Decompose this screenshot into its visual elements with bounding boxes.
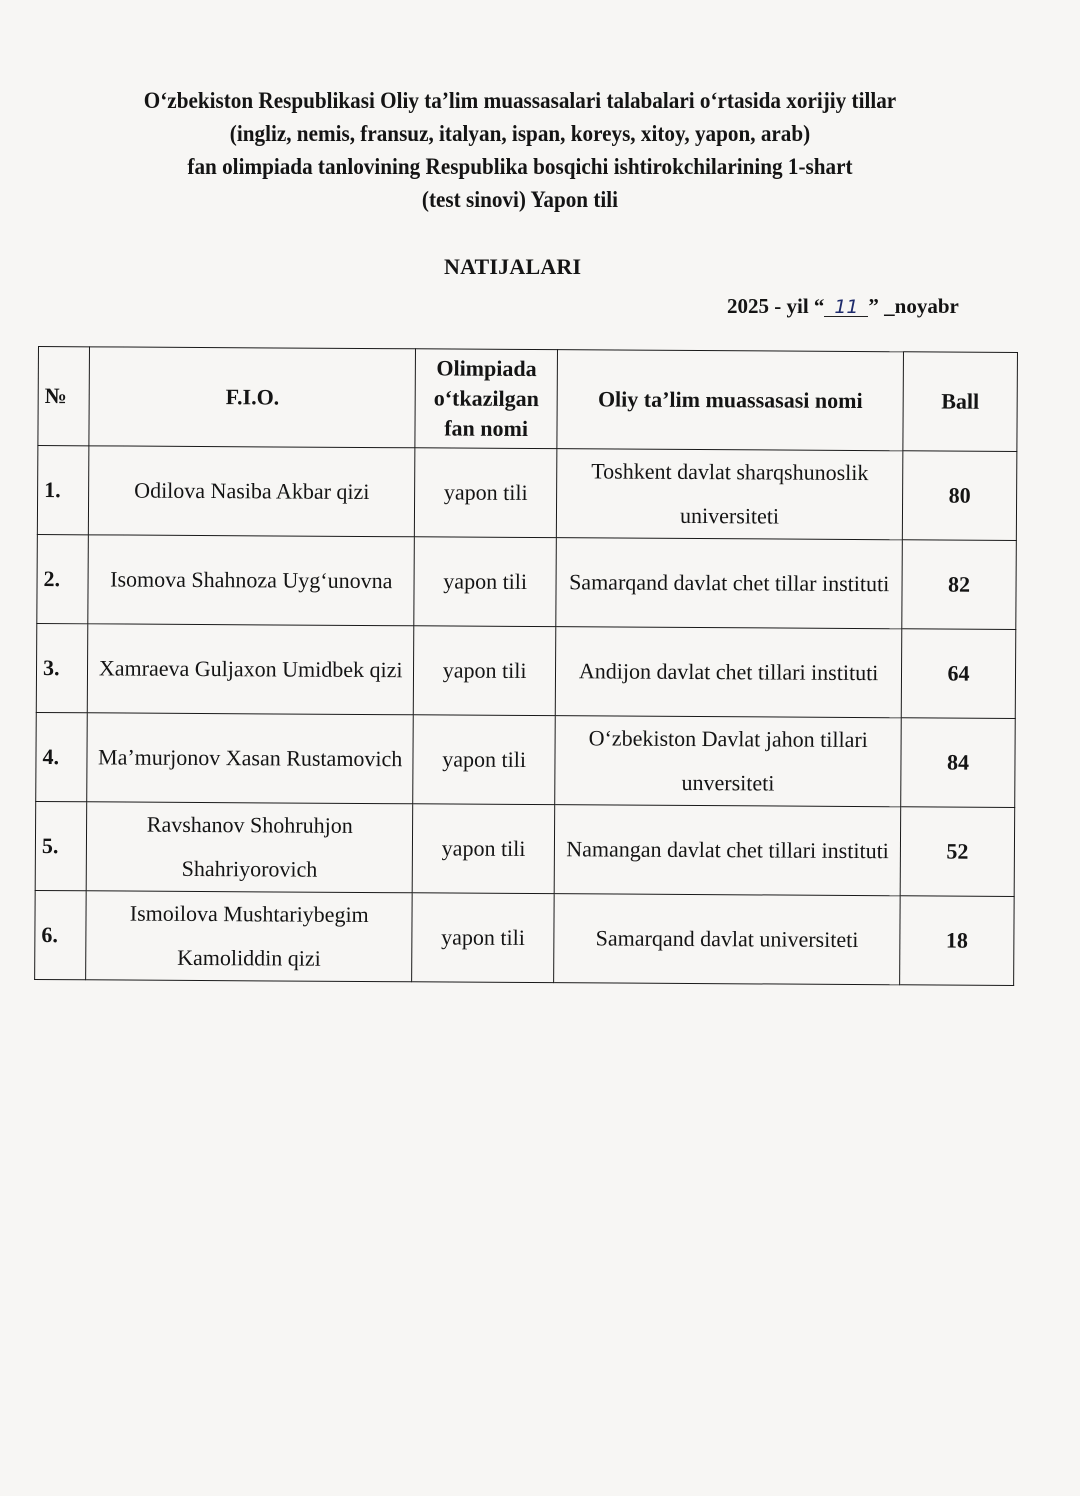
row-subject: yapon tili [414, 537, 557, 627]
date-month: ” _noyabr [868, 294, 959, 318]
row-subject: yapon tili [412, 893, 555, 983]
header-subject: Olimpiada o‘tkazilgan fan nomi [415, 349, 558, 449]
row-fio: Isomova Shahnoza Uyg‘unovna [88, 535, 414, 626]
row-fio: Xamraeva Guljaxon Umidbek qizi [88, 624, 414, 715]
row-score: 80 [902, 451, 1017, 541]
row-number: 5. [35, 801, 87, 890]
results-heading: NATIJALARI [444, 254, 582, 279]
row-number: 6. [35, 890, 87, 979]
row-subject: yapon tili [413, 626, 556, 716]
row-institution: Toshkent davlat sharqshunoslik universiteti [557, 449, 903, 540]
title-line: fan olimpiada tanlovining Respublika bosqichi ishtirokchilarining 1-shart [187, 154, 853, 179]
document-title [78, 84, 961, 216]
row-number: 2. [37, 534, 89, 623]
row-subject: yapon tili [413, 715, 556, 805]
title-line: O‘zbekiston Respublikasi Oliy ta’lim muassasalari talabalari o‘rtasida xorijiy tillar [143, 88, 897, 113]
row-institution: Samarqand davlat chet tillar instituti [556, 538, 902, 629]
table-row [37, 534, 1017, 629]
table-row [36, 712, 1016, 807]
row-fio: Ma’murjonov Xasan Rustamovich [87, 713, 413, 804]
row-number: 4. [36, 712, 88, 801]
row-subject: yapon tili [412, 804, 555, 894]
row-score: 82 [902, 540, 1017, 630]
title-line: (ingliz, nemis, fransuz, italyan, ispan, koreys, xitoy, yapon, arab) [229, 121, 811, 146]
document-date [727, 294, 959, 319]
row-institution: Namangan davlat chet tillari instituti [554, 805, 900, 896]
row-number: 3. [36, 623, 88, 712]
row-institution: Andijon davlat chet tillari instituti [555, 627, 901, 718]
title-line: (test sinovi) Yapon tili [421, 187, 619, 212]
header-score: Ball [903, 352, 1018, 452]
row-fio: Odilova Nasiba Akbar qizi [89, 446, 415, 537]
table-row [35, 801, 1015, 896]
results-table [34, 346, 1018, 986]
header-number: № [38, 347, 90, 446]
row-score: 64 [901, 629, 1016, 719]
row-score: 18 [900, 896, 1015, 986]
header-fio: F.I.O. [89, 347, 415, 448]
row-subject: yapon tili [414, 448, 557, 538]
date-year-prefix: 2025 - yil “ [727, 294, 825, 318]
table-row [36, 623, 1016, 718]
row-number: 1. [37, 446, 89, 535]
table-row [37, 446, 1017, 541]
row-score: 84 [901, 718, 1016, 808]
row-score: 52 [900, 807, 1015, 897]
row-fio: Ravshanov Shohruhjon Shahriyorovich [87, 802, 413, 893]
row-institution: O‘zbekiston Davlat jahon tillari unversiteti [555, 716, 901, 807]
date-day-handwritten: 11 [824, 298, 868, 317]
table-row [35, 890, 1015, 985]
table-header-row [38, 347, 1018, 452]
row-institution: Samarqand davlat universiteti [554, 894, 900, 985]
header-institution: Oliy ta’lim muassasasi nomi [557, 350, 903, 451]
row-fio: Ismoilova Mushtariybegim Kamoliddin qizi [86, 891, 412, 982]
